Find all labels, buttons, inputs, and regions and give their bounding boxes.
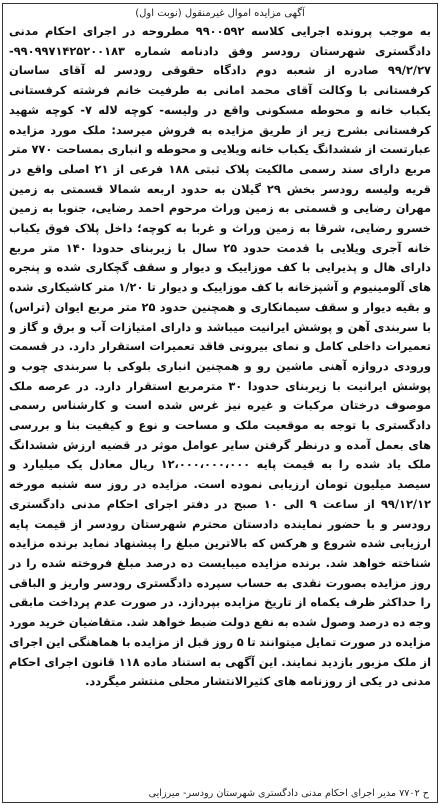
notice-footer: ح ۷۷۰۲ مدیر اجرای احکام مدنی دادگستری شهرستان رودسر- میرزایی [148,788,429,799]
auction-notice [2,3,438,803]
notice-title: آگهی مزایده اموال غیرمنقول (نوبت اول) [135,8,305,19]
notice-body: به موجب پرونده اجرایی کلاسه ۹۹۰۰۵۹۲ مطروحه در اجرای احکام مدنی دادگستری شهرستان رودسر وفق دادنامه شماره ۹۹۰۹۹۷۱۴۲۵۲۰۰۱۸۳- ۹۹/۲/۲۷ صادره از شعبه دوم دادگاه حقوقی رودسر له آقای ساسان کرفستانی با وکالت آقای محمد امانی به طرفیت خانم فرشته کرفستانی یکباب خانه و محوطه مسکونی واقع در ولیسه- کوچه لاله ۷- کوچه شهید کرفستانی بشرح زیر از طریق مزایده به فروش میرسد: ملک مورد مزایده عبارتست از ششدانگ یکباب خانه ویلایی و محوطه و انباری بمساحت ۷۷۰ متر مربع دارای سند رسمی مالکیت پلاک ثبتی ۱۸۸ فرعی از ۲۱ اصلی واقع در قریه ولیسه رودسر بخش ۲۹ گیلان به حدود اربعه شمالا قسمتی به زمین مهران رضایی و قسمتی به زمین وراث مرحوم احمد رضایی، جنوبا به زمین خسرو رضایی، شرقا به زمین وراث و غربا به کوچه؛ داخل پلاک فوق یکباب خانه آجری ویلایی با قدمت حدود ۲۵ سال با زیربنای حدودا ۱۴۰ متر مربع دارای هال و پذیرایی با کف موزاییک و دیوار و سقف گچکاری شده و پنجره های آلومینیوم و آشپزخانه با کف موزاییک و دیوار تا ۱/۲۰ متر کاشیکاری شده و بقیه دیوار و سقف سیمانکاری و همچنین حدود ۲۵ متر مربع ایوان (تراس) با سربندی آهن و پوشش ایرانیت میباشد و دارای امتیازات آب و برق و گاز و تعمیرات داخلی کامل و نمای بیرونی فاقد تعمیرات استقرار دارد. در قسمت ورودی دروازه آهنی ماشین رو و همچنین انباری بلوکی با سربندی چوب و پوشش ایرانیت با زیربنای حدودا ۳۰ مترمربع استقرار دارد. در عرصه ملک موصوف درختان مرکبات و غیره نیز غرس شده است و کارشناس رسمی دادگستری با توجه به موقعیت ملک و مساحت و نوع و کیفیت بنا و بررسی های بعمل آمده و درنظر گرفتن سایر عوامل موثر در قضیه ارزش ششدانگ ملک یاد شده را به قیمت پایه ۱۲،۰۰۰،۰۰۰،۰۰۰ ریال معادل یک میلیارد و سیصد میلیون تومان ارزیابی نموده است. مزایده در روز سه شنبه مورخه ۹۹/۱۲/۱۲ از ساعت ۹ الی ۱۰ صبح در دفتر اجرای احکام مدنی دادگستری رودسر و با حضور نماینده دادستان محترم شهرستان رودسر از قیمت پایه ارزیابی شده شروع و هرکس که بالاترین مبلغ را پیشنهاد نماید برنده مزایده شناخته خواهد شد. برنده مزایده میبایست ده درصد مبلغ فروخته شده را در روز مزایده بصورت نقدی به حساب سپرده دادگستری رودسر واریز و الباقی را حداکثر ظرف یکماه از تاریخ مزایده بپردازد. در صورت عدم پرداخت مابقی وجه ده درصد وصول شده به نفع دولت ضبط خواهد شد. متقاضیان خرید مورد مزایده در صورت تمایل میتوانند تا ۵ روز قبل از مزایده با هماهنگی این اجرای از ملک مزبور بازدید نمایند. این آگهی به استناد ماده ۱۱۸ قانون اجرای احکام مدنی در یکی از روزنامه های کثیرالانتشار محلی منتشر میگردد. [9,24,432,689]
